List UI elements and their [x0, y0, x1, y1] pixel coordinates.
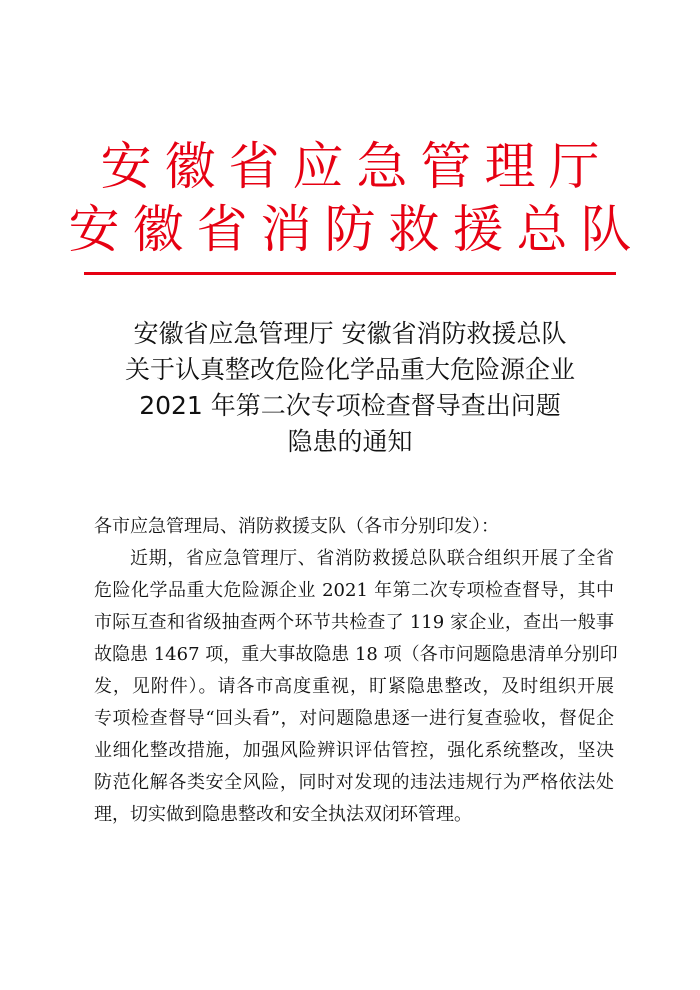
red-divider-line [84, 272, 616, 275]
notice-title-line: 安徽省应急管理厅 安徽省消防救援总队 [133, 319, 567, 348]
notice-title-line: 2021 年第二次专项检查督导查出问题 [139, 391, 561, 420]
body-line: 近期，省应急管理厅、省消防救援总队联合组织开展了全省 [130, 548, 614, 569]
notice-title [0, 316, 700, 460]
body-line: 防范化解各类安全风险，同时对发现的违法违规行为严格依法处 [94, 772, 614, 793]
notice-title-line: 隐患的通知 [287, 427, 413, 456]
issuer-header-line-1: 安徽省应急管理厅 [100, 138, 613, 197]
body-line: 专项检查督导“回头看”，对问题隐患逐一进行复查验收，督促企 [94, 708, 614, 729]
notice-title-line: 关于认真整改危险化学品重大危险源企业 [124, 355, 575, 384]
issuer-header-line-2: 安徽省消防救援总队 [68, 201, 645, 260]
body-paragraph [94, 543, 618, 831]
body-line: 危险化学品重大危险源企业 2021 年第二次专项检查督导，其中 [94, 580, 614, 601]
salutation: 各市应急管理局、消防救援支队（各市分别印发）： [94, 516, 499, 537]
body-line: 发，见附件）。请各市高度重视，盯紧隐患整改，及时组织开展 [94, 676, 614, 697]
body-line: 故隐患 1467 项，重大事故隐患 18 项（各市问题隐患清单分别印 [94, 644, 618, 665]
body-line: 理，切实做到隐患整改和安全执法双闭环管理。 [94, 804, 472, 825]
body-line: 市际互查和省级抽查两个环节共检查了 119 家企业，查出一般事 [94, 612, 614, 633]
body-line: 业细化整改措施，加强风险辨识评估管控，强化系统整改，坚决 [94, 740, 614, 761]
